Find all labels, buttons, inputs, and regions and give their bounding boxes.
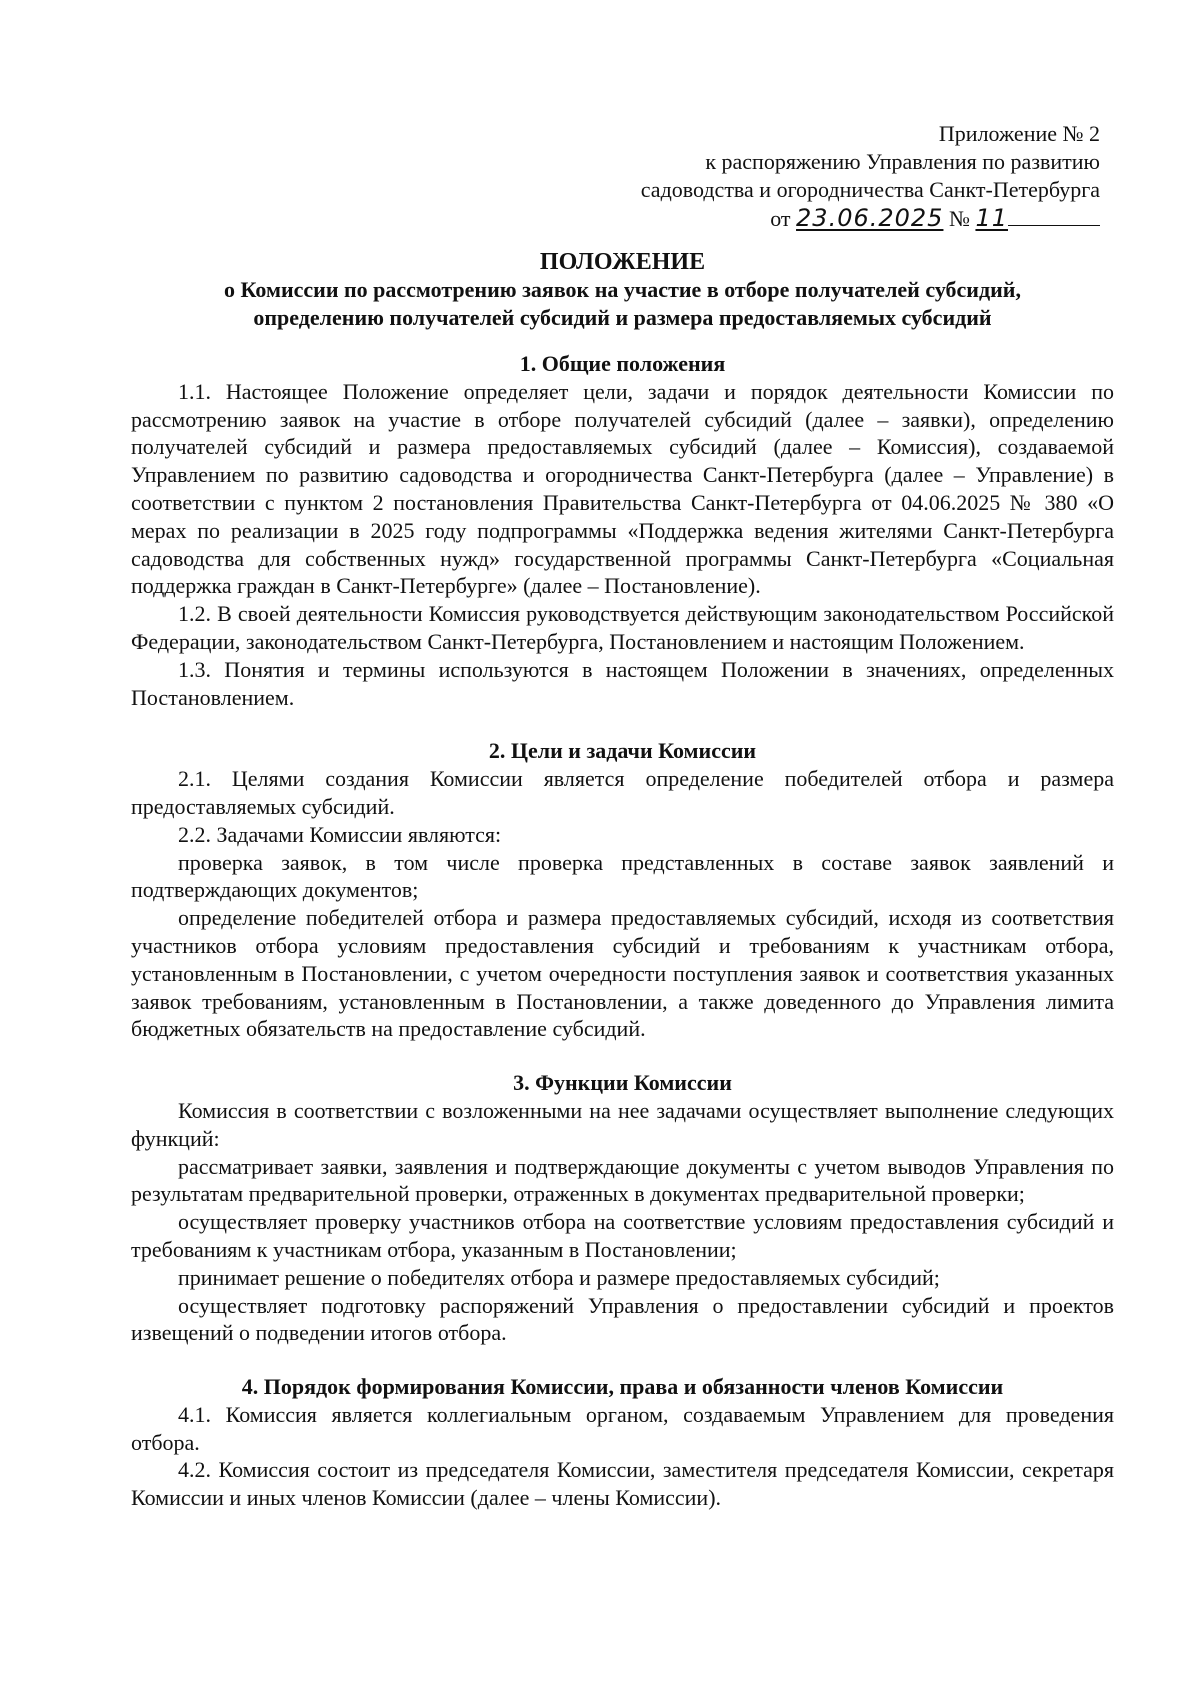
paragraph-3-item-4: осуществляет подготовку распоряжений Управления о предоставлении субсидий и проектов извещений о подведении итогов отбора. <box>131 1292 1114 1346</box>
appendix-date-line <box>641 204 1100 233</box>
section-3 <box>131 1069 1114 1347</box>
spacer <box>131 332 1114 350</box>
handwritten-date: 23.06.2025 <box>796 204 944 232</box>
document-body <box>131 248 1114 1512</box>
paragraph-3-item-3: принимает решение о победителях отбора и размере предоставляемых субсидий; <box>178 1264 940 1290</box>
handwritten-number: 11 <box>975 204 1008 232</box>
paragraph-3-item-2: осуществляет проверку участников отбора на соответствие условиям предоставления субсидий и требованиям к участникам отбора, указанным в Постановлении; <box>131 1209 1114 1262</box>
section-heading: 4. Порядок формирования Комиссии, права и обязанности членов Комиссии <box>241 1374 1004 1400</box>
section-heading: 2. Цели и задачи Комиссии <box>488 738 757 764</box>
paragraph-2-1: 2.1. Целями создания Комиссии является определение победителей отбора и размера предоставляемых субсидий. <box>131 766 1114 819</box>
paragraph-2-2-item-2: определение победителей отбора и размера предоставляемых субсидий, исходя из соответствия участников отбора условиям предоставления субсидий и требованиям к участникам отбора, установленным в Постановлении, с учетом очередности поступления заявок и соответствия указанных заявок требованиям, установленным в Постановлении, а также доведенного до Управления лимита бюджетных обязательств на предоставление субсидий. <box>131 905 1114 1042</box>
document-subtitle-line-1: о Комиссии по рассмотрению заявок на участие в отборе получателей субсидий, <box>224 277 1021 302</box>
section-heading: 1. Общие положения <box>519 351 726 376</box>
number-underline <box>1008 205 1100 226</box>
paragraph-1-3: 1.3. Понятия и термины используются в настоящем Положении в значениях, определенных Постановлением. <box>131 656 1114 710</box>
document-subtitle-line-2: определению получателей субсидий и размера предоставляемых субсидий <box>253 305 992 330</box>
paragraph-1-2: 1.2. В своей деятельности Комиссия руководствуется действующим законодательством Российской Федерации, законодательством Санкт-Петербурга, Постановлением и настоящим Положением. <box>131 601 1114 654</box>
spacer <box>131 711 1114 737</box>
appendix-order-ref: к распоряжению Управления по развитию <box>705 149 1100 174</box>
section-heading: 3. Функции Комиссии <box>513 1070 732 1096</box>
paragraph-4-2: 4.2. Комиссия состоит из председателя Комиссии, заместителя председателя Комиссии, секретаря Комиссии и иных членов Комиссии (далее – члены Комиссии). <box>131 1457 1114 1511</box>
paragraph-2-2-item-1: проверка заявок, в том числе проверка представленных в составе заявок заявлений и подтверждающих документов; <box>131 849 1114 903</box>
section-2 <box>131 737 1114 1043</box>
date-prefix: от <box>770 206 797 231</box>
document-title: ПОЛОЖЕНИЕ <box>539 249 706 275</box>
paragraph-1-1: 1.1. Настоящее Положение определяет цели, задачи и порядок деятельности Комиссии по рассмотрению заявок на участие в отборе получателей субсидий (далее – заявки), определению получателей субсидий и размера предоставляемых субсидий (далее – Комиссия), создаваемой Управлением по развитию садоводства и огородничества Санкт-Петербурга (далее – Управление) в соответствии с пунктом 2 постановления Правительства Санкт-Петербурга от 04.06.2025 № 380 «О мерах по реализации в 2025 году подпрограммы «Поддержка ведения жителями Санкт-Петербурга садоводства для собственных нужд» государственной программы Санкт-Петербурга «Социальная поддержка граждан в Санкт-Петербурге» (далее – Постановление). <box>131 378 1114 599</box>
section-1 <box>131 350 1114 711</box>
paragraph-3-item-1: рассматривает заявки, заявления и подтверждающие документы с учетом выводов Управления по результатам предварительной проверки, отраженных в документах предварительной проверки; <box>131 1153 1114 1207</box>
paragraph-4-1: 4.1. Комиссия является коллегиальным органом, создаваемым Управлением для проведения отбора. <box>131 1401 1114 1455</box>
spacer <box>131 1347 1114 1373</box>
paragraph-3-intro: Комиссия в соответствии с возложенными на нее задачами осуществляет выполнение следующих функций: <box>131 1097 1114 1151</box>
paragraph-2-2: 2.2. Задачами Комиссии являются: <box>178 821 502 847</box>
section-4 <box>131 1373 1114 1512</box>
spacer <box>131 1043 1114 1069</box>
appendix-header <box>641 120 1100 233</box>
appendix-authority: садоводства и огородничества Санкт-Петербурга <box>640 177 1100 202</box>
appendix-number: Приложение № 2 <box>938 121 1100 146</box>
number-prefix: № <box>943 206 976 231</box>
